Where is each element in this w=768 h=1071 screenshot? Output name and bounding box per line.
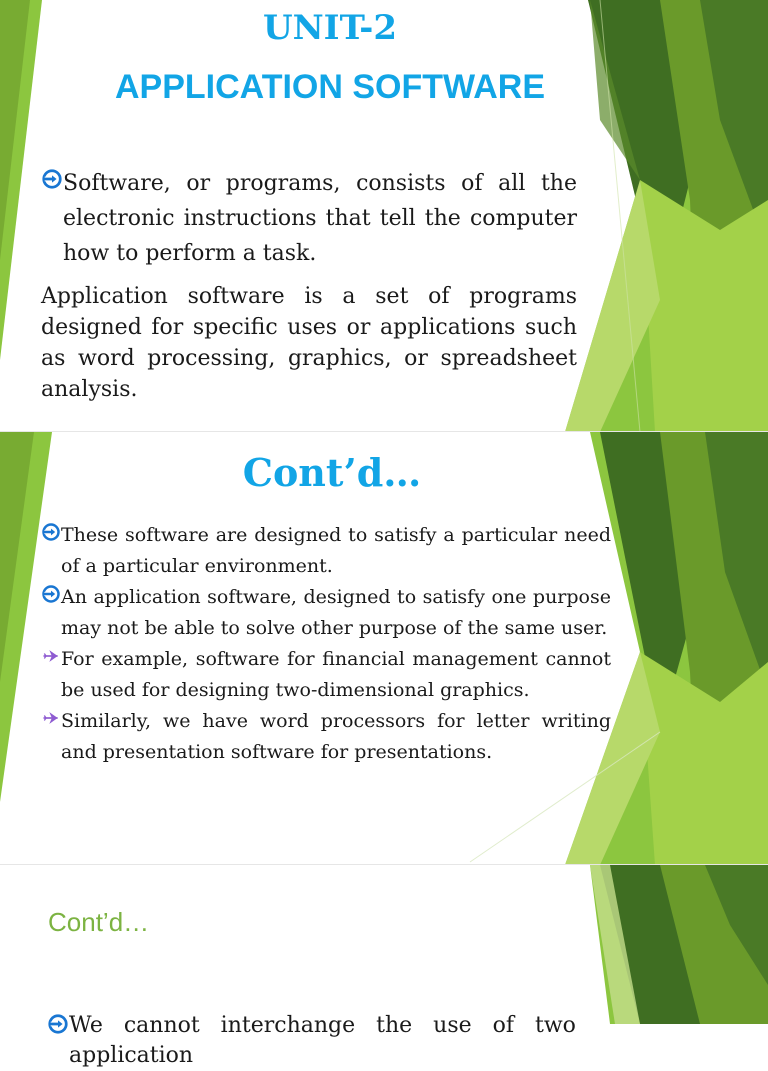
circle-arrow-icon bbox=[41, 168, 63, 190]
plane-arrow-icon bbox=[41, 708, 61, 728]
unit-title: UNIT-2 bbox=[262, 8, 398, 48]
bullet-item bbox=[47, 1011, 577, 1071]
slide-title: Cont’d… bbox=[48, 907, 150, 937]
slide-subtitle: APPLICATION SOFTWARE bbox=[114, 68, 546, 106]
definition-paragraph: Application software is a set of programs designed for specific uses or applications such as word processing, graphics, or spreadsheet analysis. bbox=[41, 284, 577, 402]
bullet-text: For example, software for financial management cannot be used for designing two-dimensional graphics. bbox=[61, 648, 611, 701]
slide-2 bbox=[0, 432, 768, 865]
bullet-text: Software, or programs, consists of all the electronic instructions that tell the computer how to perform a task. bbox=[63, 171, 577, 266]
bullet-item bbox=[41, 166, 577, 271]
bullet-item bbox=[41, 644, 611, 706]
bullet-text: An application software, designed to satisfy one purpose may not be able to solve other purpose of the same user. bbox=[61, 586, 611, 639]
bullet-text: We cannot interchange the use of two application bbox=[69, 1013, 576, 1068]
bullet-text: These software are designed to satisfy a particular need of a particular environment. bbox=[61, 524, 611, 577]
slide-title: Cont’d… bbox=[242, 450, 422, 495]
green-decoration-right bbox=[0, 865, 768, 1024]
slide-3 bbox=[0, 865, 768, 1068]
plane-arrow-icon bbox=[41, 646, 61, 666]
bullet-item bbox=[41, 582, 611, 644]
circle-arrow-icon bbox=[41, 522, 61, 542]
bullet-item bbox=[41, 706, 611, 768]
circle-arrow-icon bbox=[41, 584, 61, 604]
circle-arrow-icon bbox=[47, 1013, 69, 1035]
slide-1 bbox=[0, 0, 768, 432]
bullet-text: Similarly, we have word processors for letter writing and presentation software for presentations. bbox=[61, 710, 611, 763]
bullet-item bbox=[41, 520, 611, 582]
